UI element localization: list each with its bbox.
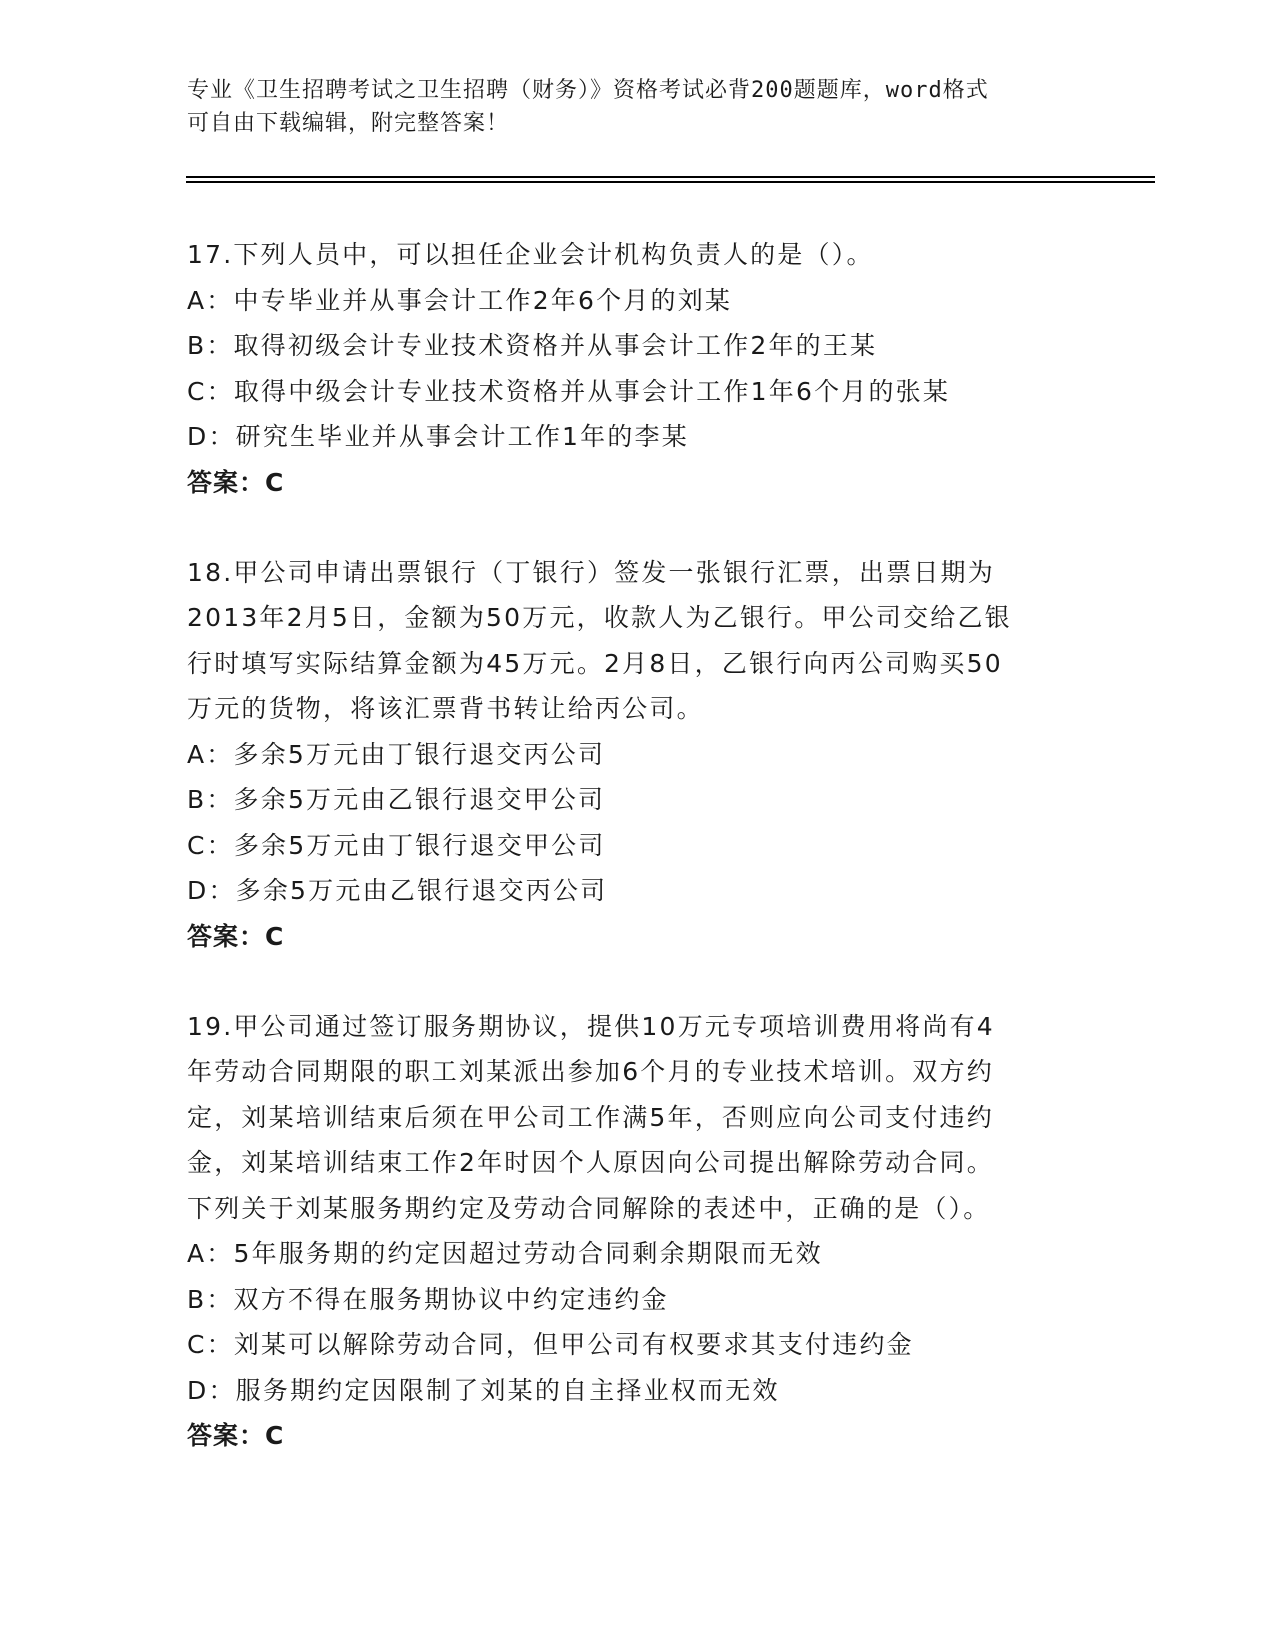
question-list — [187, 232, 1087, 1458]
option-d: D：多余5万元由乙银行退交丙公司 — [187, 876, 608, 905]
question-18 — [187, 550, 1087, 959]
option-a: A：5年服务期的约定因超过劳动合同剩余期限而无效 — [187, 1239, 823, 1268]
question-text-line: 年劳动合同期限的职工刘某派出参加6个月的专业技术培训。双方约 — [187, 1057, 994, 1086]
option-a: A：中专毕业并从事会计工作2年6个月的刘某 — [187, 285, 733, 315]
question-text-line: 定，刘某培训结束后须在甲公司工作满5年，否则应向公司支付违约 — [187, 1102, 994, 1132]
header-divider-top — [186, 176, 1155, 178]
question-text-line: 18.甲公司申请出票银行（丁银行）签发一张银行汇票，出票日期为 — [187, 557, 995, 587]
question-19 — [187, 1004, 1087, 1459]
answer: 答案：C — [187, 921, 285, 951]
question-text-line: 万元的货物，将该汇票背书转让给丙公司。 — [187, 694, 704, 723]
question-text-line: 行时填写实际结算金额为45万元。2月8日，乙银行向丙公司购买50 — [187, 648, 1003, 678]
option-d: D：研究生毕业并从事会计工作1年的李某 — [187, 422, 689, 451]
option-c: C：多余5万元由丁银行退交甲公司 — [187, 830, 606, 860]
answer: 答案：C — [187, 467, 285, 497]
answer: 答案：C — [187, 1421, 285, 1450]
option-b: B：多余5万元由乙银行退交甲公司 — [187, 785, 606, 814]
header-divider-bottom — [186, 181, 1155, 183]
option-c: C：取得中级会计专业技术资格并从事会计工作1年6个月的张某 — [187, 376, 951, 406]
option-b: B：取得初级会计专业技术资格并从事会计工作2年的王某 — [187, 331, 878, 360]
option-d: D：服务期约定因限制了刘某的自主择业权而无效 — [187, 1375, 780, 1405]
header-line-1: 专业《卫生招聘考试之卫生招聘（财务）》资格考试必背200题题库，word格式 — [187, 78, 989, 103]
question-17 — [187, 232, 1087, 505]
option-a: A：多余5万元由丁银行退交丙公司 — [187, 739, 606, 769]
option-b: B：双方不得在服务期协议中约定违约金 — [187, 1284, 669, 1314]
option-c: C：刘某可以解除劳动合同，但甲公司有权要求其支付违约金 — [187, 1330, 914, 1359]
question-text — [187, 1004, 1087, 1232]
question-text-line: 金，刘某培训结束工作2年时因个人原因向公司提出解除劳动合同。 — [187, 1148, 994, 1177]
question-text — [187, 232, 1087, 278]
question-text-line: 19.甲公司通过签订服务期协议，提供10万元专项培训费用将尚有4 — [187, 1011, 995, 1041]
question-text-line: 下列关于刘某服务期约定及劳动合同解除的表述中，正确的是（）。 — [187, 1193, 991, 1223]
document-header — [187, 74, 1087, 140]
question-text — [187, 550, 1087, 732]
question-text-line: 17.下列人员中，可以担任企业会计机构负责人的是（）。 — [187, 240, 874, 269]
header-line-2: 可自由下载编辑，附完整答案！ — [187, 111, 510, 136]
question-text-line: 2013年2月5日，金额为50万元，收款人为乙银行。甲公司交给乙银 — [187, 603, 1012, 632]
